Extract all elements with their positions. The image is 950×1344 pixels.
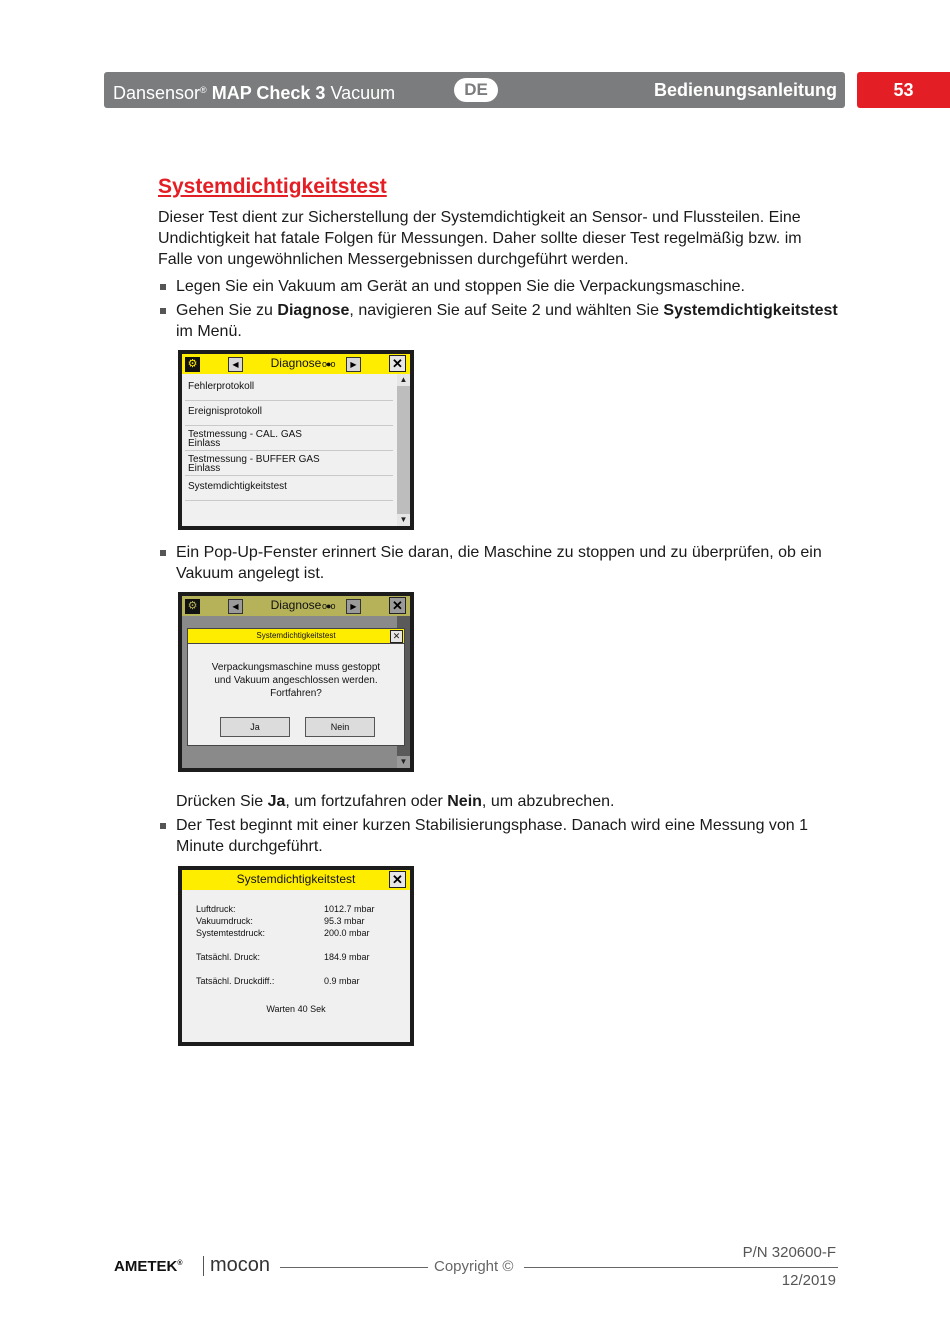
menu-item-fehlerprotokoll[interactable]: Fehlerprotokoll	[185, 376, 393, 401]
dialog-message: Verpackungsmaschine muss gestoppt und Vakuum angeschlossen werden. Fortfahren?	[211, 662, 381, 699]
ametek-logo: AMETEK®	[114, 1258, 183, 1275]
press-instruction: Drücken Sie Ja, um fortzufahren oder Nein, um abzubrechen.	[176, 793, 615, 810]
close-icon[interactable]: ✕	[390, 630, 403, 643]
page-dots-icon: o●o	[322, 359, 335, 369]
measurement-value: 184.9 mbar	[324, 952, 370, 962]
product-name: Dansensor® MAP Check 3 Vacuum	[113, 83, 396, 103]
screen-title: Diagnose	[270, 598, 322, 612]
bullet-icon	[160, 550, 166, 556]
close-icon[interactable]: ✕	[389, 355, 406, 372]
title-bar	[182, 596, 410, 616]
scrollbar[interactable]	[397, 374, 410, 526]
intro-paragraph: Dieser Test dient zur Sicherstellung der Systemdichtigkeit an Sensor- und Flussteilen. Eine Undichtigkeit hat fatale Folgen für Messungen. Daher sollte dieser Test regelmäßig bzw. im Falle von ungewöhnlichen Messergebnissen durchgeführt werden.	[158, 209, 802, 268]
confirm-screen	[178, 592, 414, 772]
close-icon: ✕	[389, 597, 406, 614]
revision-date: 12/2019	[781, 1272, 836, 1289]
measurement-value: 200.0 mbar	[324, 928, 370, 938]
scroll-down-icon: ▼	[397, 756, 410, 768]
confirm-dialog	[187, 628, 405, 746]
measurement-label: Luftdruck:	[196, 904, 236, 914]
bullet-item	[158, 542, 848, 584]
scroll-up-icon[interactable]: ▲	[397, 374, 410, 386]
bullet-text: Legen Sie ein Vakuum am Gerät an und stoppen Sie die Verpackungsmaschine.	[176, 278, 745, 295]
menu-settings-icon: ⚙	[185, 599, 200, 614]
bullet-item	[158, 815, 848, 857]
footer-rule	[280, 1267, 428, 1268]
page-dots-icon: o●o	[322, 601, 335, 611]
menu-item-testmessung-buffer-gas[interactable]: Testmessung - BUFFER GAS Einlass	[185, 451, 393, 476]
manual-title: Bedienungsanleitung	[653, 80, 837, 100]
title-bar	[182, 870, 410, 890]
measurement-label: Systemtestdruck:	[196, 928, 266, 938]
menu-settings-icon[interactable]: ⚙	[185, 357, 200, 372]
logo-divider	[203, 1256, 204, 1276]
leak-test-screen	[178, 866, 414, 1046]
status-text: Warten 40 Sek	[266, 1004, 326, 1014]
section-heading: Systemdichtigkeitstest	[158, 175, 387, 198]
bullet-text: Gehen Sie zu Diagnose, navigieren Sie auf Seite 2 und wählten Sie Systemdichtigkeitstest im Menü.	[176, 302, 838, 340]
arrow-right-icon: ▶	[346, 599, 361, 614]
arrow-right-icon[interactable]: ▶	[346, 357, 361, 372]
bullet-icon	[160, 308, 166, 314]
arrow-left-icon: ◀	[228, 599, 243, 614]
bullet-icon	[160, 284, 166, 290]
measurement-value: 0.9 mbar	[324, 976, 360, 986]
bullet-icon	[160, 823, 166, 829]
measurement-value: 95.3 mbar	[324, 916, 365, 926]
part-number: P/N 320600-F	[742, 1244, 836, 1261]
mocon-logo: mocon	[210, 1254, 271, 1276]
measurement-label: Tatsächl. Druckdiff.:	[196, 976, 275, 986]
title-bar	[182, 354, 410, 374]
measurement-value: 1012.7 mbar	[324, 904, 375, 914]
dialog-title: Systemdichtigkeitstest	[188, 629, 404, 644]
copyright: Copyright ©	[434, 1258, 514, 1275]
page-number: 53	[857, 72, 950, 108]
measurement-label: Vakuumdruck:	[196, 916, 253, 926]
arrow-left-icon[interactable]: ◀	[228, 357, 243, 372]
yes-button[interactable]: Ja	[220, 717, 290, 737]
footer-rule	[524, 1267, 838, 1268]
menu-item-ereignisprotokoll[interactable]: Ereignisprotokoll	[185, 401, 393, 426]
bullet-item	[158, 300, 848, 342]
screen-title: Systemdichtigkeitstest	[236, 872, 356, 886]
language-badge: DE	[454, 78, 498, 102]
menu-item-systemdichtigkeitstest[interactable]: Systemdichtigkeitstest	[185, 476, 393, 501]
no-button[interactable]: Nein	[305, 717, 375, 737]
bullet-text: Ein Pop-Up-Fenster erinnert Sie daran, die Maschine zu stoppen und zu überprüfen, ob ein Vakuum angelegt ist.	[176, 544, 822, 582]
close-icon[interactable]: ✕	[389, 871, 406, 888]
measurement-label: Tatsächl. Druck:	[196, 952, 261, 962]
menu-item-testmessung-cal-gas[interactable]: Testmessung - CAL. GAS Einlass	[185, 426, 393, 451]
bullet-item	[158, 276, 848, 297]
bullet-text: Der Test beginnt mit einer kurzen Stabilisierungsphase. Danach wird eine Messung von 1 Minute durchgeführt.	[176, 817, 809, 855]
scroll-down-icon[interactable]: ▼	[397, 514, 410, 526]
screen-title: Diagnose	[270, 356, 322, 370]
diagnose-screen	[178, 350, 414, 530]
